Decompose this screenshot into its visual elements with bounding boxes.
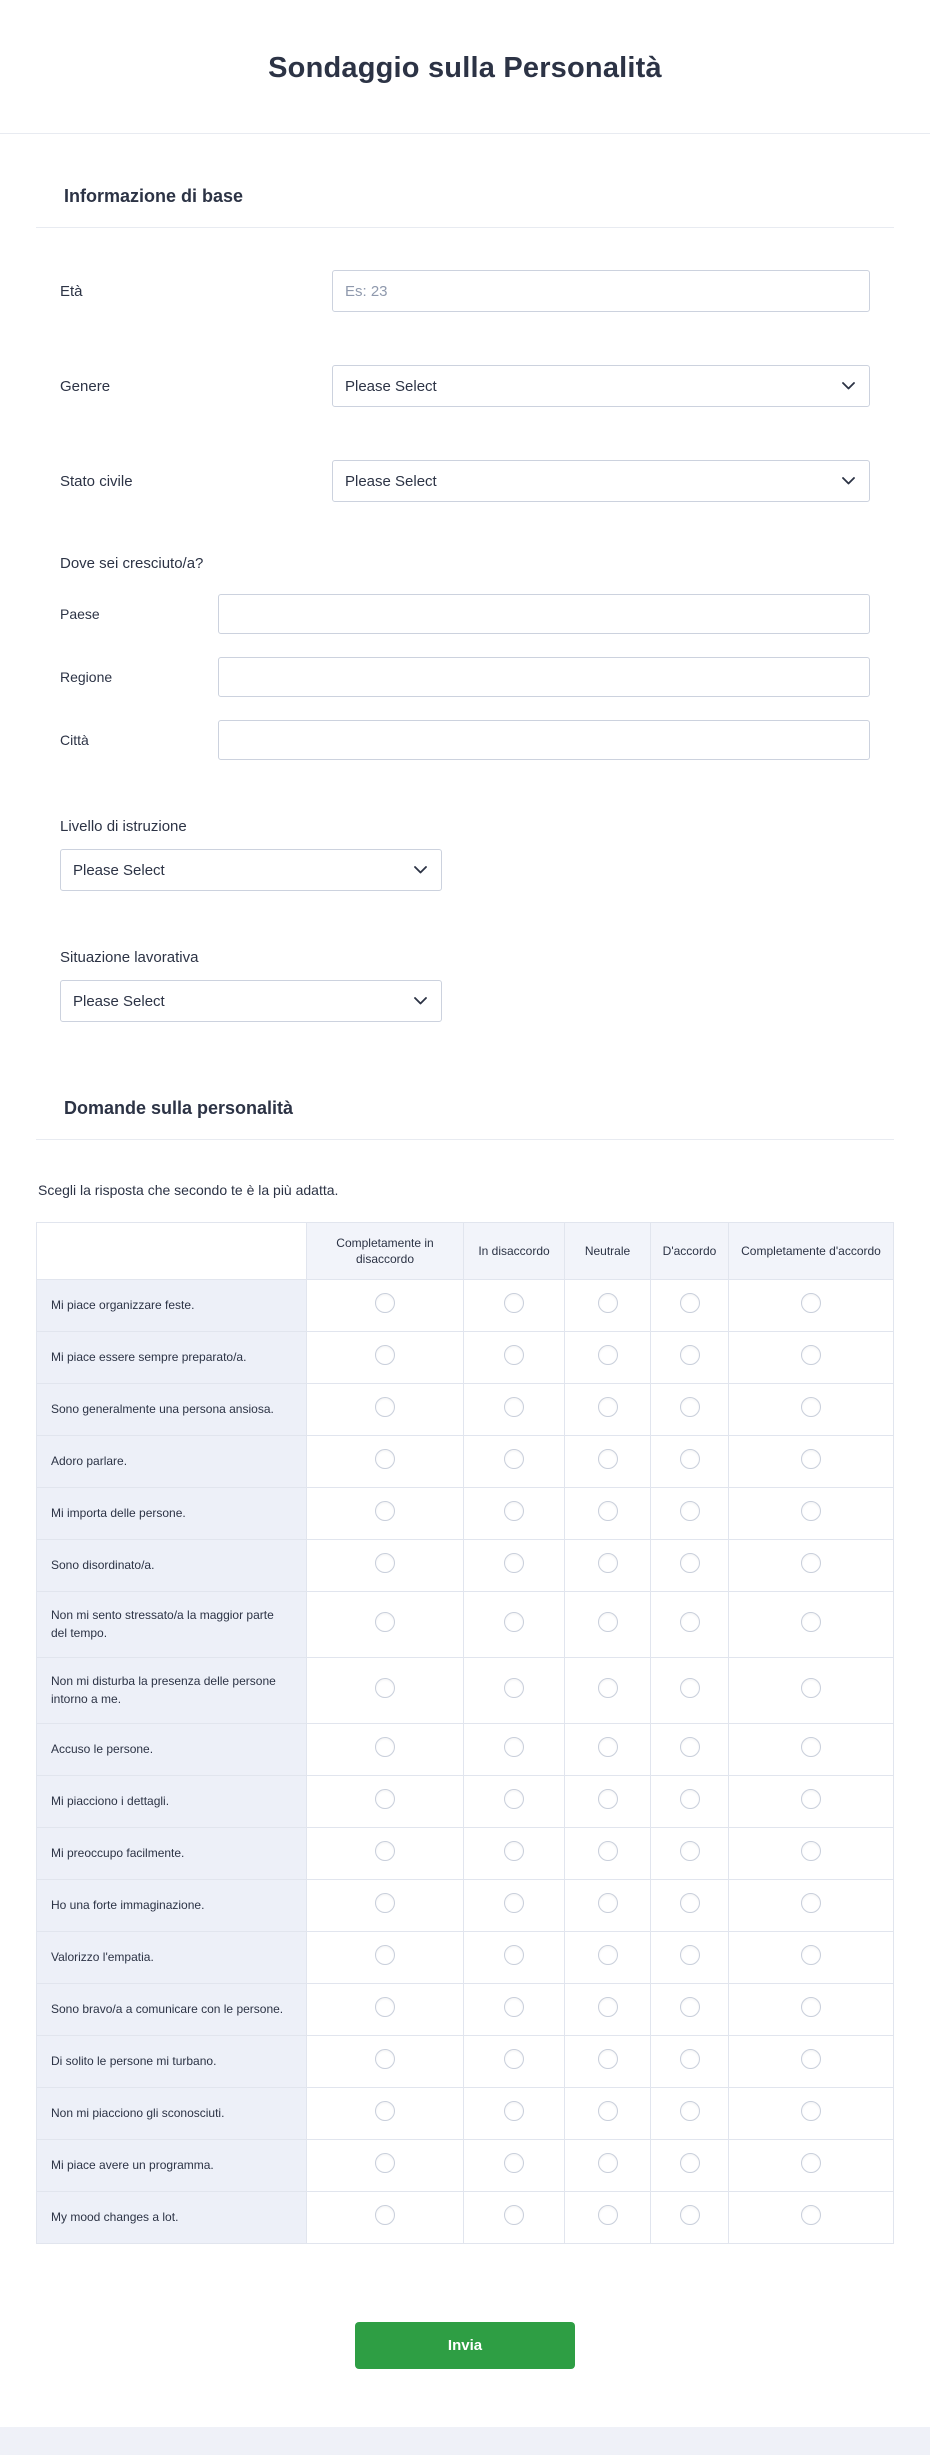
matrix-radio[interactable] [801, 1397, 821, 1417]
matrix-radio[interactable] [801, 1345, 821, 1365]
matrix-radio[interactable] [680, 1945, 700, 1965]
matrix-radio[interactable] [375, 1449, 395, 1469]
matrix-row-label: Mi piace organizzare feste. [37, 1280, 307, 1332]
stato-civile-label: Stato civile [60, 472, 133, 490]
matrix-radio[interactable] [680, 1678, 700, 1698]
matrix-radio[interactable] [801, 1553, 821, 1573]
eta-label: Età [60, 282, 83, 300]
matrix-radio[interactable] [504, 1678, 524, 1698]
matrix-cell [307, 2191, 464, 2243]
matrix-radio[interactable] [504, 2101, 524, 2121]
matrix-radio[interactable] [801, 2153, 821, 2173]
matrix-column-header: Neutrale [565, 1223, 651, 1280]
matrix-instruction: Scegli la risposta che secondo te è la più adatta. [38, 1182, 339, 1198]
matrix-cell [729, 1592, 894, 1658]
matrix-cell [729, 1436, 894, 1488]
matrix-radio[interactable] [801, 1501, 821, 1521]
matrix-cell [464, 1723, 565, 1775]
matrix-cell [651, 1436, 729, 1488]
matrix-cell [565, 1658, 651, 1724]
matrix-radio[interactable] [680, 2205, 700, 2225]
section-basic-title: Informazione di base [64, 186, 244, 206]
matrix-radio[interactable] [801, 1841, 821, 1861]
matrix-row-label: Di solito le persone mi turbano. [37, 2035, 307, 2087]
matrix-row [37, 1723, 894, 1775]
matrix-radio[interactable] [375, 1612, 395, 1632]
matrix-cell [651, 1384, 729, 1436]
matrix-radio[interactable] [598, 1449, 618, 1469]
matrix-cell [464, 1827, 565, 1879]
matrix-radio[interactable] [375, 1345, 395, 1365]
matrix-radio[interactable] [801, 1945, 821, 1965]
genere-select-value: Please Select [345, 377, 437, 395]
matrix-radio[interactable] [598, 1612, 618, 1632]
matrix-radio[interactable] [680, 1997, 700, 2017]
matrix-cell [729, 1658, 894, 1724]
field-citta [60, 720, 870, 760]
matrix-radio[interactable] [598, 1997, 618, 2017]
matrix-radio[interactable] [598, 1841, 618, 1861]
matrix-cell [651, 1540, 729, 1592]
matrix-cell [307, 1488, 464, 1540]
submit-area [36, 2322, 894, 2369]
matrix-radio[interactable] [801, 2049, 821, 2069]
matrix-column-header: In disaccordo [464, 1223, 565, 1280]
matrix-radio[interactable] [680, 1449, 700, 1469]
matrix-cell [565, 1775, 651, 1827]
matrix-radio[interactable] [680, 1553, 700, 1573]
matrix-cell [729, 1723, 894, 1775]
matrix-row [37, 1592, 894, 1658]
matrix-row-label: Mi importa delle persone. [37, 1488, 307, 1540]
matrix-radio[interactable] [375, 1553, 395, 1573]
genere-select[interactable] [332, 365, 870, 407]
matrix-row-label: Ho una forte immaginazione. [37, 1879, 307, 1931]
matrix-cell [464, 1775, 565, 1827]
matrix-radio[interactable] [375, 1678, 395, 1698]
field-stato-civile [60, 460, 870, 502]
matrix-radio[interactable] [504, 1997, 524, 2017]
regione-label: Regione [60, 669, 113, 685]
matrix-cell [307, 2087, 464, 2139]
matrix-cell [464, 1879, 565, 1931]
matrix-cell [464, 1280, 565, 1332]
matrix-radio[interactable] [504, 1449, 524, 1469]
submit-button[interactable]: Invia [355, 2322, 575, 2369]
matrix-cell [464, 1592, 565, 1658]
matrix-cell [565, 1723, 651, 1775]
matrix-radio[interactable] [801, 1997, 821, 2017]
matrix-cell [729, 1931, 894, 1983]
matrix-cell [651, 2087, 729, 2139]
matrix-cell [307, 1384, 464, 1436]
field-istruzione [60, 818, 870, 891]
matrix-radio[interactable] [598, 1945, 618, 1965]
matrix-radio[interactable] [504, 1841, 524, 1861]
matrix-cell [307, 1931, 464, 1983]
field-regione [60, 657, 870, 697]
matrix-radio[interactable] [801, 1678, 821, 1698]
matrix-cell [651, 1658, 729, 1724]
matrix-cell [729, 1384, 894, 1436]
matrix-cell [565, 1827, 651, 1879]
matrix-cell [464, 2191, 565, 2243]
lavorativa-label: Situazione lavorativa [60, 949, 199, 966]
matrix-cell [651, 1280, 729, 1332]
matrix-cell [307, 2139, 464, 2191]
matrix-radio[interactable] [504, 1293, 524, 1313]
matrix-radio[interactable] [801, 2205, 821, 2225]
matrix-row-label: Sono disordinato/a. [37, 1540, 307, 1592]
matrix-radio[interactable] [504, 1345, 524, 1365]
matrix-cell [729, 1332, 894, 1384]
matrix-cell [565, 2087, 651, 2139]
eta-input[interactable] [332, 270, 870, 312]
matrix-radio[interactable] [504, 1945, 524, 1965]
matrix-radio[interactable] [680, 1501, 700, 1521]
matrix-radio[interactable] [375, 2101, 395, 2121]
matrix-radio[interactable] [375, 1945, 395, 1965]
matrix-row [37, 1983, 894, 2035]
matrix-radio[interactable] [801, 1893, 821, 1913]
matrix-cell [729, 1775, 894, 1827]
matrix-radio[interactable] [680, 1893, 700, 1913]
matrix-cell [464, 2035, 565, 2087]
matrix-radio[interactable] [801, 1449, 821, 1469]
matrix-column-header: Completamente d'accordo [729, 1223, 894, 1280]
citta-input[interactable] [218, 720, 870, 760]
matrix-row [37, 1436, 894, 1488]
matrix-cell [464, 1983, 565, 2035]
matrix-row [37, 1658, 894, 1724]
matrix-row-label: Mi piacciono i dettagli. [37, 1775, 307, 1827]
matrix-cell [307, 1658, 464, 1724]
cresciuto-label: Dove sei cresciuto/a? [60, 555, 204, 572]
matrix-radio[interactable] [504, 1501, 524, 1521]
matrix-radio[interactable] [801, 2101, 821, 2121]
matrix-cell [565, 1384, 651, 1436]
matrix-radio[interactable] [801, 1789, 821, 1809]
matrix-cell [729, 2191, 894, 2243]
section-personality-title: Domande sulla personalità [64, 1098, 294, 1118]
matrix-cell [729, 1827, 894, 1879]
matrix-cell [464, 1658, 565, 1724]
matrix-cell [729, 2087, 894, 2139]
field-paese [60, 594, 870, 634]
matrix-radio[interactable] [598, 1678, 618, 1698]
paese-input[interactable] [218, 594, 870, 634]
paese-label: Paese [60, 606, 100, 622]
form-title: Sondaggio sulla Personalità [268, 52, 662, 84]
matrix-cell [464, 1384, 565, 1436]
istruzione-select-value: Please Select [73, 861, 165, 879]
matrix-radio[interactable] [375, 1893, 395, 1913]
matrix-cell [729, 1488, 894, 1540]
matrix-cell [651, 1931, 729, 1983]
matrix-body [37, 1280, 894, 2244]
matrix-radio[interactable] [680, 1737, 700, 1757]
matrix-radio[interactable] [680, 2101, 700, 2121]
matrix-radio[interactable] [375, 1397, 395, 1417]
stato-civile-select[interactable] [332, 460, 870, 502]
matrix-row-label: Non mi piacciono gli sconosciuti. [37, 2087, 307, 2139]
matrix-column-header: D'accordo [651, 1223, 729, 1280]
matrix-cell [565, 1332, 651, 1384]
matrix-radio[interactable] [504, 1612, 524, 1632]
matrix-cell [464, 1488, 565, 1540]
matrix-cell [651, 1488, 729, 1540]
matrix-cell [651, 1879, 729, 1931]
matrix-radio[interactable] [504, 1789, 524, 1809]
matrix-cell [307, 1592, 464, 1658]
matrix-row-label: Valorizzo l'empatia. [37, 1931, 307, 1983]
matrix-row-label: Adoro parlare. [37, 1436, 307, 1488]
matrix-radio[interactable] [504, 1893, 524, 1913]
matrix-cell [307, 2035, 464, 2087]
matrix-corner-cell [37, 1223, 307, 1280]
matrix-cell [651, 2139, 729, 2191]
form-header [0, 0, 930, 134]
matrix-radio[interactable] [598, 1737, 618, 1757]
genere-label: Genere [60, 377, 111, 395]
matrix-question [36, 1182, 894, 2244]
matrix-cell [651, 1332, 729, 1384]
matrix-radio[interactable] [504, 2205, 524, 2225]
matrix-cell [729, 1879, 894, 1931]
matrix-radio[interactable] [598, 1789, 618, 1809]
matrix-row [37, 1540, 894, 1592]
matrix-cell [565, 2035, 651, 2087]
chevron-down-icon [842, 477, 855, 485]
matrix-radio[interactable] [375, 1501, 395, 1521]
matrix-cell [729, 1540, 894, 1592]
matrix-radio[interactable] [680, 1345, 700, 1365]
matrix-cell [307, 1775, 464, 1827]
matrix-radio[interactable] [680, 1612, 700, 1632]
matrix-cell [464, 1931, 565, 1983]
matrix-radio[interactable] [504, 1737, 524, 1757]
matrix-radio[interactable] [598, 1345, 618, 1365]
matrix-radio[interactable] [680, 1789, 700, 1809]
matrix-cell [729, 1983, 894, 2035]
chevron-down-icon [414, 997, 427, 1005]
matrix-radio[interactable] [680, 1841, 700, 1861]
matrix-column-header: Completamente in disaccordo [307, 1223, 464, 1280]
matrix-cell [464, 2139, 565, 2191]
lavorativa-select-value: Please Select [73, 992, 165, 1010]
matrix-radio[interactable] [598, 2049, 618, 2069]
regione-input[interactable] [218, 657, 870, 697]
matrix-radio[interactable] [375, 1841, 395, 1861]
matrix-radio[interactable] [375, 1293, 395, 1313]
matrix-radio[interactable] [598, 2205, 618, 2225]
matrix-radio[interactable] [504, 1397, 524, 1417]
matrix-radio[interactable] [375, 1737, 395, 1757]
matrix-cell [565, 1592, 651, 1658]
matrix-row-label: Non mi sento stressato/a la maggior parte del tempo. [37, 1592, 307, 1658]
matrix-radio[interactable] [504, 2153, 524, 2173]
matrix-row [37, 1384, 894, 1436]
matrix-row [37, 1332, 894, 1384]
matrix-row-label: Mi preoccupo facilmente. [37, 1827, 307, 1879]
matrix-row [37, 1280, 894, 1332]
matrix-cell [651, 1775, 729, 1827]
matrix-radio[interactable] [504, 1553, 524, 1573]
matrix-row [37, 1488, 894, 1540]
matrix-row-label: Accuso le persone. [37, 1723, 307, 1775]
stato-civile-select-value: Please Select [345, 472, 437, 490]
matrix-cell [729, 2139, 894, 2191]
matrix-cell [565, 1436, 651, 1488]
matrix-radio[interactable] [598, 2153, 618, 2173]
matrix-radio[interactable] [375, 1997, 395, 2017]
matrix-radio[interactable] [598, 1501, 618, 1521]
matrix-cell [729, 1280, 894, 1332]
matrix-row-label: Non mi disturba la presenza delle persone intorno a me. [37, 1658, 307, 1724]
matrix-radio[interactable] [598, 1553, 618, 1573]
matrix-radio[interactable] [680, 2049, 700, 2069]
matrix-cell [307, 1983, 464, 2035]
matrix-radio[interactable] [680, 1397, 700, 1417]
field-eta [60, 270, 870, 312]
lavorativa-select[interactable] [60, 980, 442, 1022]
citta-label: Città [60, 732, 89, 748]
section-personality [36, 1098, 894, 1140]
matrix-cell [565, 1931, 651, 1983]
matrix-cell [307, 1436, 464, 1488]
matrix-row-label: Mi piace avere un programma. [37, 2139, 307, 2191]
matrix-cell [307, 1879, 464, 1931]
matrix-cell [565, 2139, 651, 2191]
matrix-radio[interactable] [375, 2153, 395, 2173]
field-cresciuto [60, 555, 870, 760]
matrix-cell [651, 1827, 729, 1879]
matrix-cell [651, 2035, 729, 2087]
matrix-cell [307, 1827, 464, 1879]
matrix-radio[interactable] [598, 1893, 618, 1913]
matrix-row [37, 1879, 894, 1931]
matrix-radio[interactable] [504, 2049, 524, 2069]
matrix-row-label: Sono bravo/a a comunicare con le persone. [37, 1983, 307, 2035]
matrix-cell [464, 1540, 565, 1592]
basic-fields [36, 228, 894, 1022]
field-lavorativa [60, 949, 870, 1022]
matrix-cell [565, 2191, 651, 2243]
matrix-radio[interactable] [598, 2101, 618, 2121]
matrix-cell [729, 2035, 894, 2087]
matrix-cell [307, 1540, 464, 1592]
matrix-cell [651, 1592, 729, 1658]
form-content [0, 186, 930, 2369]
matrix-row [37, 2087, 894, 2139]
matrix-cell [307, 1723, 464, 1775]
matrix-row [37, 2139, 894, 2191]
istruzione-select[interactable] [60, 849, 442, 891]
section-basic-info [36, 186, 894, 228]
field-genere [60, 365, 870, 407]
matrix-cell [565, 1983, 651, 2035]
matrix-cell [565, 1280, 651, 1332]
chevron-down-icon [414, 866, 427, 874]
matrix-radio[interactable] [375, 2205, 395, 2225]
matrix-cell [464, 1332, 565, 1384]
matrix-header-row [37, 1223, 894, 1280]
matrix-cell [651, 1983, 729, 2035]
matrix-cell [651, 2191, 729, 2243]
matrix-row [37, 1775, 894, 1827]
matrix-radio[interactable] [598, 1293, 618, 1313]
matrix-cell [307, 1280, 464, 1332]
matrix-row-label: My mood changes a lot. [37, 2191, 307, 2243]
matrix-cell [464, 1436, 565, 1488]
matrix-row [37, 1827, 894, 1879]
matrix-cell [565, 1540, 651, 1592]
matrix-radio[interactable] [375, 2049, 395, 2069]
matrix-row-label: Sono generalmente una persona ansiosa. [37, 1384, 307, 1436]
matrix-cell [464, 2087, 565, 2139]
matrix-cell [307, 1332, 464, 1384]
matrix-row [37, 2191, 894, 2243]
matrix-radio[interactable] [680, 2153, 700, 2173]
matrix-row [37, 2035, 894, 2087]
matrix-radio[interactable] [801, 1612, 821, 1632]
matrix-radio[interactable] [680, 1293, 700, 1313]
matrix-table [36, 1222, 894, 2244]
chevron-down-icon [842, 382, 855, 390]
matrix-row-label: Mi piace essere sempre preparato/a. [37, 1332, 307, 1384]
matrix-radio[interactable] [801, 1293, 821, 1313]
matrix-row [37, 1931, 894, 1983]
matrix-cell [565, 1879, 651, 1931]
istruzione-label: Livello di istruzione [60, 818, 187, 835]
matrix-cell [565, 1488, 651, 1540]
matrix-radio[interactable] [375, 1789, 395, 1809]
matrix-radio[interactable] [598, 1397, 618, 1417]
matrix-cell [651, 1723, 729, 1775]
matrix-radio[interactable] [801, 1737, 821, 1757]
